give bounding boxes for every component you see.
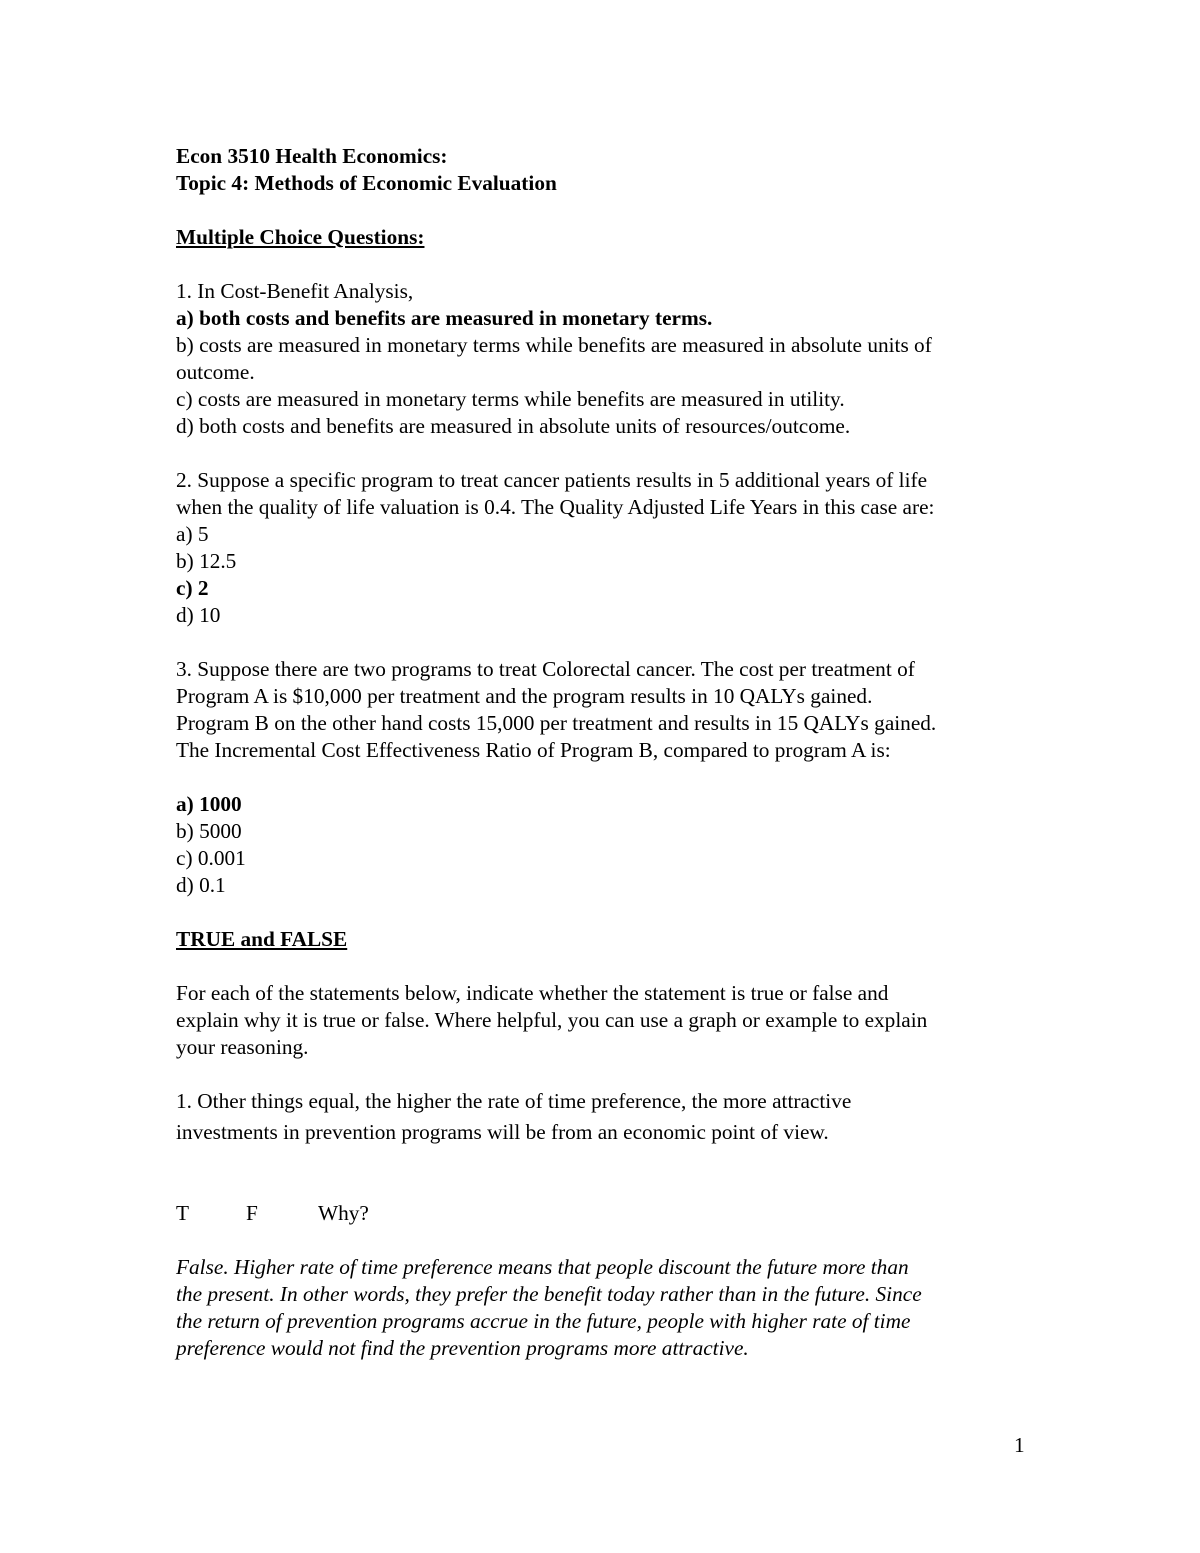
tf-instructions-line-3: your reasoning.: [176, 1035, 309, 1059]
tf-instructions-line-2: explain why it is true or false. Where helpful, you can use a graph or example to explain: [176, 1008, 928, 1032]
q3-option-b: b) 5000: [176, 819, 242, 843]
tf-heading: TRUE and FALSE: [176, 927, 348, 951]
q2-option-c-correct: c) 2: [176, 576, 209, 600]
tf-q1-answer: [176, 1254, 1036, 1362]
tf-q1-answer-line-1: False. Higher rate of time preference means that people discount the future more than: [176, 1255, 909, 1279]
topic-title: Topic 4: Methods of Economic Evaluation: [176, 171, 557, 195]
q2-stem: 2. Suppose a specific program to treat cancer patients results in 5 additional years of life: [176, 468, 928, 492]
q3-option-c: c) 0.001: [176, 846, 246, 870]
q2-option-d: d) 10: [176, 603, 221, 627]
tf-instructions-line-1: For each of the statements below, indicate whether the statement is true or false and: [176, 981, 889, 1005]
q3-stem: 3. Suppose there are two programs to treat Colorectal cancer. The cost per treatment of: [176, 657, 915, 681]
q3-stem-cont-2: Program B on the other hand costs 15,000 per treatment and results in 15 QALYs gained.: [176, 711, 937, 735]
page-number: 1: [1014, 1433, 1025, 1457]
mcq-question-2: [176, 467, 1036, 629]
q2-option-a: a) 5: [176, 522, 209, 546]
tf-q1-stem-cont: investments in prevention programs will be from an economic point of view.: [176, 1120, 829, 1144]
tf-q1-option-f: F: [246, 1201, 258, 1225]
mcq-question-3: [176, 656, 1036, 899]
tf-q1-answer-line-2: the present. In other words, they prefer the benefit today rather than in the future. Since: [176, 1282, 922, 1306]
tf-question-1: [176, 1088, 1036, 1362]
tf-q1-stem: 1. Other things equal, the higher the rate of time preference, the more attractive: [176, 1089, 852, 1113]
tf-instructions: [176, 980, 1036, 1061]
q1-option-a-correct: a) both costs and benefits are measured in monetary terms.: [176, 306, 713, 330]
q2-stem-cont: when the quality of life valuation is 0.4. The Quality Adjusted Life Years in this case are:: [176, 495, 935, 519]
q1-option-b: b) costs are measured in monetary terms while benefits are measured in absolute units of: [176, 333, 932, 357]
tf-q1-why: Why?: [318, 1201, 369, 1225]
q1-stem: 1. In Cost-Benefit Analysis,: [176, 279, 414, 303]
q3-option-a-correct: a) 1000: [176, 792, 242, 816]
q1-option-d: d) both costs and benefits are measured in absolute units of resources/outcome.: [176, 414, 851, 438]
q1-option-b-cont: outcome.: [176, 360, 255, 384]
tf-q1-answer-line-3: the return of prevention programs accrue in the future, people with higher rate of time: [176, 1309, 911, 1333]
q3-stem-cont-3: The Incremental Cost Effectiveness Ratio of Program B, compared to program A is:: [176, 738, 891, 762]
q3-stem-cont-1: Program A is $10,000 per treatment and the program results in 10 QALYs gained.: [176, 684, 873, 708]
tf-q1-answer-line-4: preference would not find the prevention programs more attractive.: [176, 1336, 749, 1360]
course-title: Econ 3510 Health Economics:: [176, 144, 448, 168]
tf-q1-options: [176, 1200, 1036, 1227]
mcq-heading: Multiple Choice Questions:: [176, 225, 425, 249]
q3-option-d: d) 0.1: [176, 873, 226, 897]
document-page: [176, 143, 1036, 1362]
tf-q1-option-t: T: [176, 1201, 190, 1225]
q1-option-c: c) costs are measured in monetary terms while benefits are measured in utility.: [176, 387, 845, 411]
q2-option-b: b) 12.5: [176, 549, 237, 573]
mcq-question-1: [176, 278, 1036, 440]
